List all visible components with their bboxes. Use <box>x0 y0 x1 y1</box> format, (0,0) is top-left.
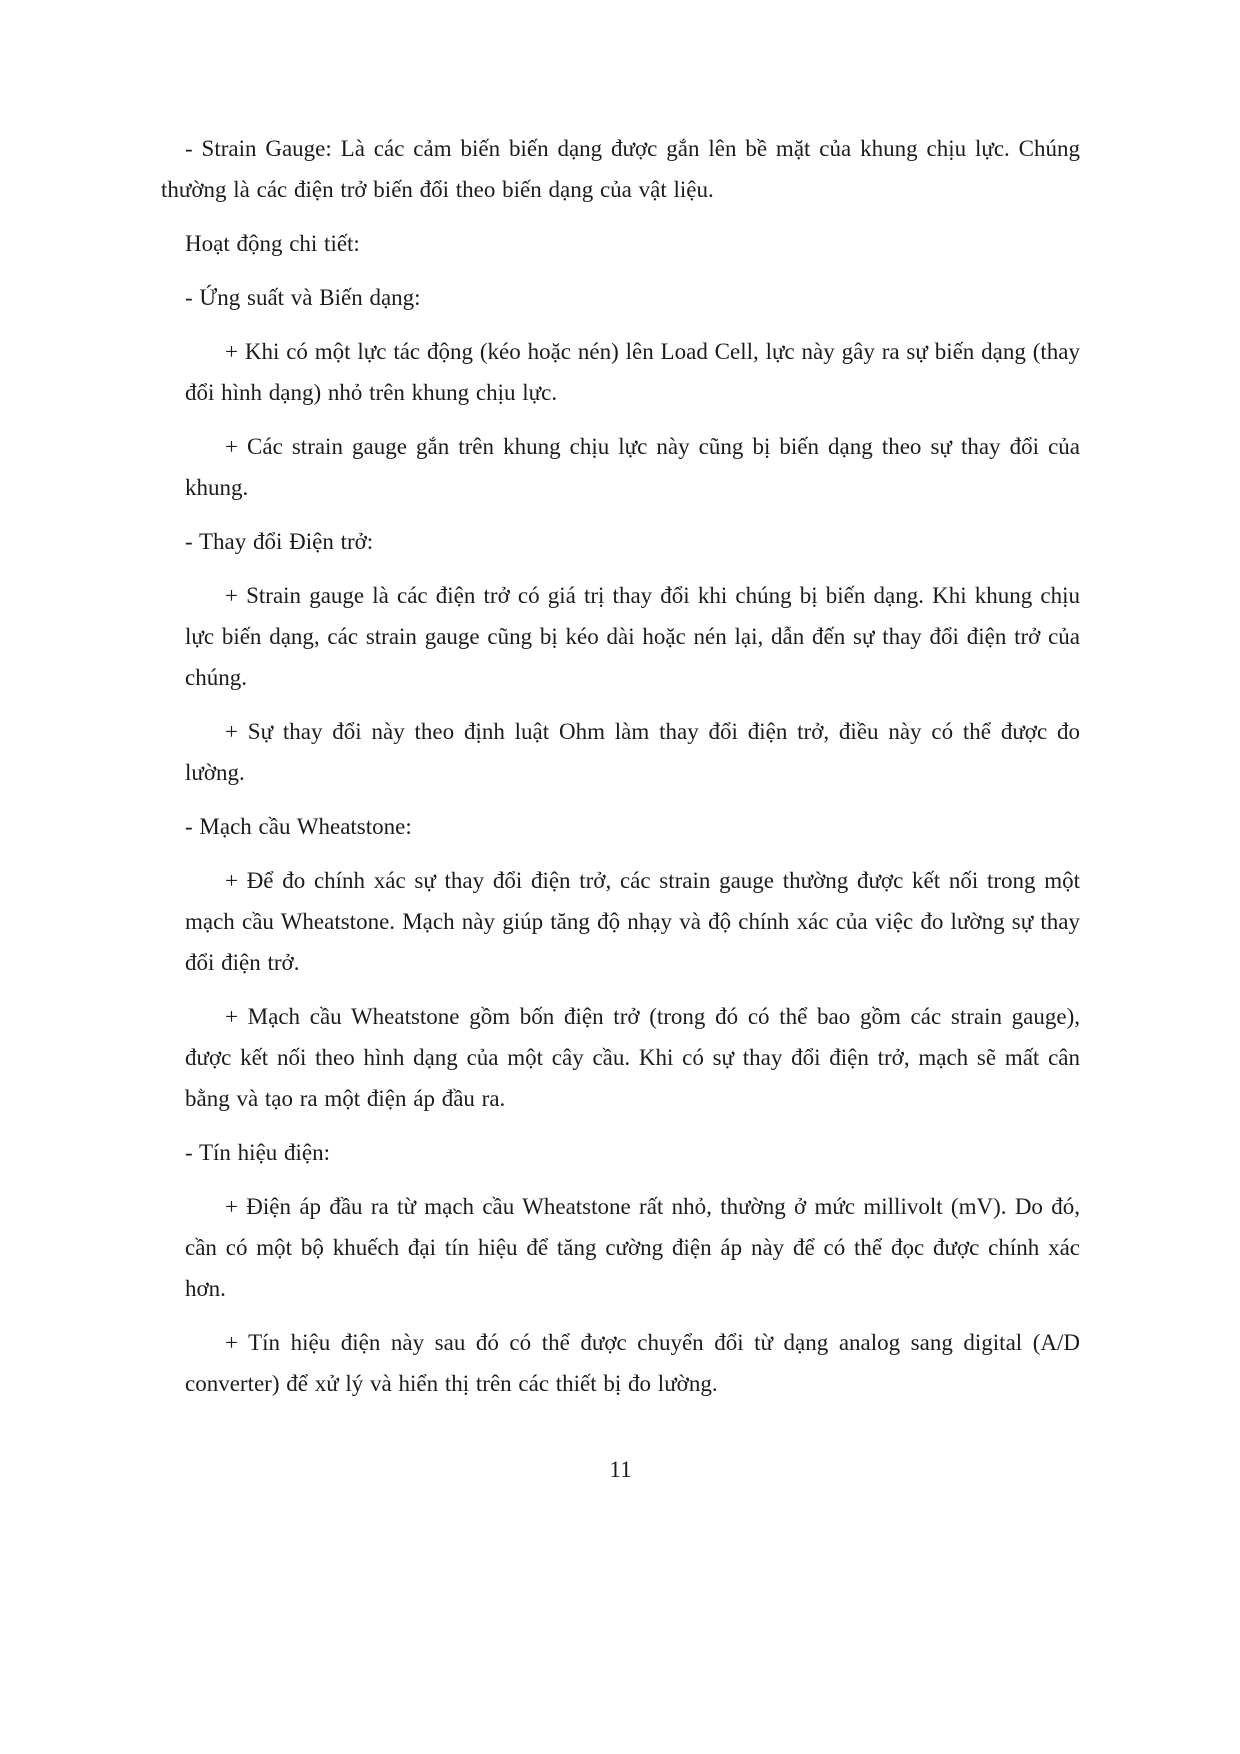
paragraph: - Strain Gauge: Là các cảm biến biến dạng được gắn lên bề mặt của khung chịu lực. Chúng thường là các điện trở biến đổi theo biến dạng của vật liệu. <box>161 136 1080 202</box>
paragraph: + Sự thay đổi này theo định luật Ohm làm thay đổi điện trở, điều này có thể được đo lường. <box>185 719 1080 785</box>
paragraph: - Ứng suất và Biến dạng: <box>185 285 421 310</box>
paragraph: + Để đo chính xác sự thay đổi điện trở, các strain gauge thường được kết nối trong một mạch cầu Wheatstone. Mạch này giúp tăng độ nhạy và độ chính xác của việc đo lường sự thay đổi điện trở. <box>185 868 1080 975</box>
paragraph: - Mạch cầu Wheatstone: <box>185 814 412 839</box>
document-body <box>161 128 1080 1417</box>
paragraph: - Tín hiệu điện: <box>185 1140 331 1165</box>
paragraph: - Thay đổi Điện trở: <box>185 529 374 554</box>
paragraph: + Strain gauge là các điện trở có giá trị thay đổi khi chúng bị biến dạng. Khi khung chịu lực biến dạng, các strain gauge cũng bị kéo dài hoặc nén lại, dẫn đến sự thay đổi điện trở của chúng. <box>185 583 1080 690</box>
paragraph: + Khi có một lực tác động (kéo hoặc nén) lên Load Cell, lực này gây ra sự biến dạng (thay đổi hình dạng) nhỏ trên khung chịu lực. <box>185 339 1080 405</box>
paragraph: + Mạch cầu Wheatstone gồm bốn điện trở (trong đó có thể bao gồm các strain gauge), được kết nối theo hình dạng của một cây cầu. Khi có sự thay đổi điện trở, mạch sẽ mất cân bằng và tạo ra một điện áp đầu ra. <box>185 1004 1080 1111</box>
paragraph: + Tín hiệu điện này sau đó có thể được chuyển đổi từ dạng analog sang digital (A/D converter) để xử lý và hiển thị trên các thiết bị đo lường. <box>185 1330 1080 1396</box>
paragraph: + Các strain gauge gắn trên khung chịu lực này cũng bị biến dạng theo sự thay đổi của khung. <box>185 434 1080 500</box>
paragraph: + Điện áp đầu ra từ mạch cầu Wheatstone rất nhỏ, thường ở mức millivolt (mV). Do đó, cần có một bộ khuếch đại tín hiệu để tăng cường điện áp này để có thể đọc được chính xác hơn. <box>185 1194 1080 1301</box>
paragraph: Hoạt động chi tiết: <box>185 231 360 256</box>
page-number: 11 <box>609 1457 632 1482</box>
